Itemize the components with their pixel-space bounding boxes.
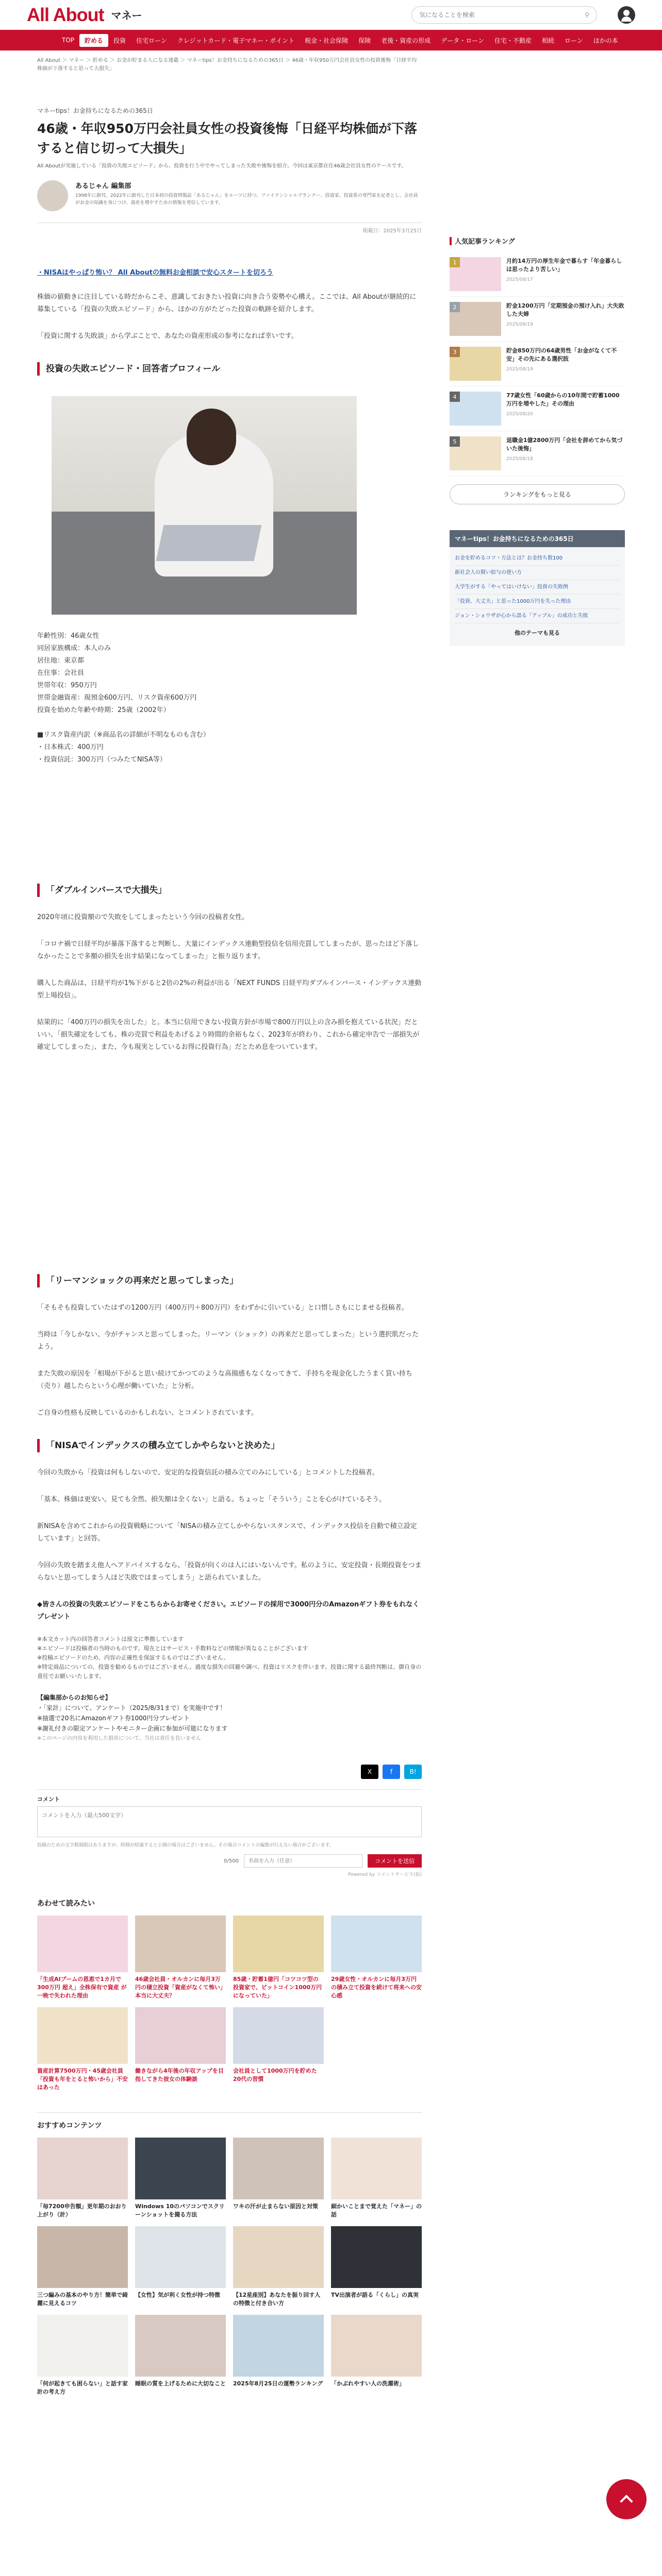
nav-item-11[interactable]: ローン — [565, 37, 583, 44]
recommend-title: 「毎7200申告額」更年期のおおり上がり（計） — [37, 2203, 127, 2218]
recommend-card[interactable] — [331, 2315, 422, 2396]
recommend-card[interactable] — [135, 2315, 226, 2396]
ranking-title: 貯金1200万円「定期預金の預け入れ」大失敗した夫婦 — [506, 302, 624, 317]
related-card[interactable] — [37, 1916, 128, 2000]
section-paragraph: 新NISAを含めてこれからの投資戦略について「NISAの積み立てしかやらないスタンスで、インデックス投信を自動で積立設定しています」と回答。 — [37, 1522, 417, 1543]
related-thumbnail — [135, 1916, 226, 1972]
avatar — [37, 180, 68, 211]
note-line: ※本文カット内の回答者コメントは原文に準拠しています — [37, 1636, 184, 1642]
recommend-thumbnail — [331, 2315, 422, 2377]
series-item[interactable]: 新社会人の賢い給与の使い方 — [455, 566, 620, 580]
section-body — [37, 911, 422, 1054]
category-nav — [0, 30, 662, 50]
section-heading-lehman: 「リーマンショックの再来だと思ってしまった」 — [37, 1274, 422, 1287]
related-thumbnail — [37, 2007, 128, 2064]
nav-item-1[interactable]: 貯める — [79, 34, 108, 47]
series-item[interactable]: 「投資、大丈夫」と思った1000万円を失った理由 — [455, 595, 620, 609]
recommend-title: Windows 10のパソコンでスクリーンショットを撮る方法 — [135, 2203, 225, 2218]
related-card[interactable] — [331, 1916, 422, 2000]
recruit-footer: ※このページの内容を利用した損害について、当社は責任を負いません — [37, 1736, 201, 1741]
recommend-card[interactable] — [37, 2138, 128, 2219]
profile-line — [37, 717, 422, 729]
recommend-card[interactable] — [233, 2226, 324, 2308]
recommend-title: 睡眠の質を上げるために大切なこと — [135, 2380, 226, 2387]
related-card[interactable] — [233, 1916, 324, 2000]
profile-line: 同居家族構成：本人のみ — [37, 645, 111, 652]
related-grid — [37, 1916, 422, 2092]
related-title: 会社員として1000万円を貯めた20代の習慣 — [233, 2067, 317, 2082]
profile-line: 居住地：東京都 — [37, 657, 85, 665]
intro-paragraph: 「投資に関する失敗談」から学ぶことで、あなたの資産形成の参考になれば幸いです。 — [37, 332, 298, 340]
article-photo — [52, 396, 357, 615]
ranking-item[interactable] — [450, 431, 625, 476]
facebook-icon: f — [390, 1768, 393, 1775]
comment-note: 投稿のための文字数制限はありますが、時間が経過すると公開の場合はございません。その場合コメントの編集が行えない場合がございます。 — [37, 1843, 334, 1848]
section-paragraph: 今回の失敗から「投資は何もしないので、安定的な投資信託の積み立てのみにしている」とコメントした投稿者。 — [37, 1469, 379, 1477]
profile-line: 年齢性別：46歳女性 — [37, 632, 100, 640]
recommend-card[interactable] — [331, 2138, 422, 2219]
nav-item-8[interactable]: データ・ローン — [441, 37, 484, 44]
photo-laptop — [156, 525, 262, 561]
recruit-heading: 【編集部からのお知らせ】 — [37, 1694, 111, 1701]
ranking-title: 退職金1億2800万円「会社を辞めてから気づいた後悔」 — [506, 437, 623, 452]
ranking-list — [450, 252, 625, 476]
related-heading: あわせて読みたい — [37, 1900, 95, 1908]
recommend-thumbnail — [37, 2138, 128, 2199]
ranking-date: 2025/08/17 — [506, 277, 533, 282]
chevron-up-icon — [620, 2495, 633, 2507]
related-title: 働きながら4年後の年収アップを目指してきた彼女の体験談 — [135, 2067, 224, 2082]
section-paragraph: 「コロナ禍で日経平均が暴落下落すると判断し、大量にインデックス連動型投信を信用売買してしまったが、思ったほど下落しなかったことで多額の損失を出す結果になってしまった」と振り返ります。 — [37, 940, 419, 960]
recommend-title: ワキの汗が止まらない原因と対策 — [233, 2203, 318, 2210]
nav-item-6[interactable]: 保険 — [358, 37, 371, 44]
section-body — [37, 1467, 422, 1584]
profile-line: ・日本株式：400万円 — [37, 743, 104, 751]
nav-item-3[interactable]: 住宅ローン — [136, 37, 167, 44]
campaign-text: ◆皆さんの投資の失敗エピソードをこちらからお寄せください。エピソードの採用で3000円分のAmazonギフト券をもれなくプレゼント — [37, 1601, 420, 1621]
recommend-title: 【女性】気が利く女性が持つ特徴 — [135, 2292, 220, 2298]
ranking-rank: 1 — [450, 257, 460, 267]
nav-item-12[interactable]: ほかの本 — [593, 37, 618, 44]
photo-head — [187, 409, 236, 465]
author-name[interactable]: あるじゃん 編集部 — [75, 182, 131, 190]
recommend-card[interactable] — [135, 2138, 226, 2219]
ranking-text — [506, 392, 625, 426]
profile-line: ■リスク資産内訳（※商品名の詳細が不明なものも含む） — [37, 731, 210, 739]
recommend-thumbnail — [331, 2138, 422, 2199]
ranking-item[interactable] — [450, 342, 625, 386]
section-paragraph: 当時は「今しかない、今がチャンスと思ってしまった。リーマン（ショック）の再来だと思ってしまった」という選択肌だったよう。 — [37, 1331, 419, 1351]
ranking-rank: 3 — [450, 347, 460, 357]
related-thumbnail — [233, 1916, 324, 1972]
note-line: ※エピソードは投稿者の当時のものです。現在とはサービス・手数料などの情報が異なることがございます — [37, 1645, 308, 1652]
series-list — [450, 547, 625, 646]
recommend-title: 三つ編みの基本のやり方！簡単で綺麗に見えるコツ — [37, 2292, 128, 2307]
section-paragraph: 2020年頃に投資額ので失敗をしてしまったという今回の投稿者女性。 — [37, 913, 249, 921]
article — [37, 57, 422, 2396]
series-label[interactable]: マネーtips！お金持ちになるための365日 — [37, 107, 153, 114]
ranking-date: 2025/08/19 — [506, 367, 533, 372]
section-heading-double-inverse: 「ダブルインバースで大損失」 — [37, 884, 422, 897]
related-card[interactable] — [233, 2007, 324, 2092]
ranking-text — [506, 347, 625, 381]
recommend-thumbnail — [331, 2226, 422, 2288]
author-box — [37, 180, 422, 223]
ranking-icon — [450, 237, 452, 245]
x-icon: X — [367, 1768, 372, 1775]
recruit-line: ※謝礼付きの限定アンケートやモニター企画に参加が可能になります — [37, 1725, 228, 1732]
section-paragraph: また失敗の原因を「相場が下がると思い続けてかつてのような高揚感もなくなってきて、手持ちを現金化したうまく買い持ち（売り）越したらという心理が働いていた」と分析。 — [37, 1370, 412, 1390]
section-paragraph: 購入した商品は、日経平均が1%下がると2倍の2%の利益が出る「NEXT FUNDS 日経平均ダブルインバース・インデックス連動型上場投信」。 — [37, 979, 422, 999]
search-input[interactable] — [419, 11, 585, 19]
series-more-button[interactable]: 他のテーマも見る — [515, 630, 560, 636]
section-heading-profile: 投資の失敗エピソード・回答者プロフィール — [37, 362, 422, 376]
ranking-rank: 2 — [450, 302, 460, 312]
ranking-item[interactable] — [450, 297, 625, 342]
recommend-title: 【12星座別】あなたを振り回す人の特徴と付き合い方 — [233, 2292, 321, 2307]
ranking-rank: 4 — [450, 392, 460, 402]
section-paragraph: 今回の失敗を踏まえ他人へアドバイスするなら、「投資が向くのは人にはいないんです。私のように、安定投資・長期投資をつまらないと思ってしまう人ほど失敗ではまってしまう」と語られていました。 — [37, 1562, 422, 1582]
ranking-title: 77歳女性「60歳からの10年間で貯蓄1000万円を増やした」その理由 — [506, 392, 620, 407]
site-section-name[interactable]: マネー — [111, 9, 142, 22]
recommend-thumbnail — [135, 2315, 226, 2377]
recommend-thumbnail — [233, 2315, 324, 2377]
recruit-line: ※抽選で20名にAmazonギフト券1000円分プレゼント — [37, 1715, 190, 1722]
scroll-top-button[interactable] — [606, 2479, 647, 2519]
ranking-date: 2025/08/19 — [506, 322, 533, 327]
recommend-card[interactable] — [331, 2226, 422, 2308]
profile-line: ・投資信託：300万円（つみたてNISA等） — [37, 756, 167, 764]
related-title: 「生成AIブームの恩恵で1カ月で300万円 超え」全株保有で資産 が一晩で失われた理由 — [37, 1976, 127, 1999]
recommend-card[interactable] — [37, 2315, 128, 2396]
recommend-thumbnail — [233, 2138, 324, 2199]
nav-item-5[interactable]: 税金・社会保険 — [305, 37, 349, 44]
comment-submit-button[interactable]: コメントを送信 — [368, 1854, 422, 1868]
recommend-thumbnail — [135, 2226, 226, 2288]
recommend-thumbnail — [233, 2226, 324, 2288]
section-paragraph: 結果的に「400万円の損失を出した」と。本当に信用できない投資方針が市場で800万円以上の含み損を抱えている状況」だといい、「損失確定をしても、株の売買で利益をあげるより時間的余裕もなく、2023年が終わり、これから確定申告で一部損失が確定してしまった」、また、今も現実としているお得に投資行為」だとため息をついています。 — [37, 1019, 420, 1051]
ranking-item[interactable] — [450, 386, 625, 431]
nav-item-2[interactable]: 投資 — [113, 37, 126, 44]
ranking-text — [506, 436, 625, 470]
user-icon[interactable] — [618, 6, 635, 24]
comment-name-input[interactable] — [244, 1854, 362, 1868]
nav-item-9[interactable]: 住宅・不動産 — [494, 37, 532, 44]
publish-date: 掲載日：2025年3月25日 — [362, 228, 422, 234]
ranking-title: 貯金850万円の64歳男性「お金がなくて不安」その先にある選択肢 — [506, 347, 617, 362]
share-x-button[interactable] — [361, 1765, 378, 1779]
related-card[interactable] — [135, 1916, 226, 2000]
related-title: 85歳・貯蓄1億円「コツコツ型の投資家で、ビットコイン1000万円になっていた」 — [233, 1976, 322, 1999]
series-item[interactable]: 大学生がする「やってはいけない」投資の失敗例 — [455, 580, 620, 595]
ranking-date: 2025/08/18 — [506, 456, 533, 462]
site-header — [0, 0, 662, 30]
related-thumbnail — [331, 1916, 422, 1972]
note-line: ※投稿エピソードのため、内容の正確性を保証するものではございません。 — [37, 1654, 229, 1661]
recommend-title: 「何が起きても困らない」と話す家計の考え方 — [37, 2380, 128, 2395]
section-heading-nisa: 「NISAでインデックスの積み立てしかやらないと決めた」 — [37, 1439, 422, 1452]
search-box[interactable] — [411, 6, 597, 24]
recommend-thumbnail — [135, 2138, 226, 2199]
sidebar — [450, 236, 625, 646]
comment-textarea[interactable] — [37, 1806, 422, 1837]
series-item[interactable]: ジョン・ショウザが心から語る「アップル」の成功と失敗 — [455, 609, 620, 623]
series-item[interactable]: お金を貯めるコツ・方法とは？お金持ち数100 — [455, 551, 620, 566]
search-icon[interactable]: ⚲ — [585, 11, 589, 19]
recommend-card[interactable] — [37, 2226, 128, 2308]
share-hatena-button[interactable] — [404, 1765, 422, 1779]
recommend-title: 「かぶれやすい人の洗濯術」 — [331, 2380, 405, 2387]
related-title: 資産計算7500万円・45歳会社員「投資も年をとると怖いから」不安はあった — [37, 2067, 128, 2091]
related-thumbnail — [135, 2007, 226, 2064]
page-title: 46歳・年収950万円会社員女性の投資後悔「日経平均株価が下落すると信じ切って大損失」 — [37, 121, 417, 156]
section-paragraph: ご自身の性格も反映しているのかもしれない、とコメントされています。 — [37, 1409, 258, 1417]
nav-item-7[interactable]: 老後・資産の形成 — [381, 37, 431, 44]
section-paragraph: 「基本、株価は更安い。見ても全然、損失額は全くない」と語る。ちょっと「そういう」ことを心がけているそう。 — [37, 1496, 386, 1503]
recommend-title: 細かいことまで覚えた「マネー」の話 — [331, 2203, 422, 2218]
ranking-text — [506, 302, 625, 336]
notes-list — [37, 1635, 422, 1681]
ranking-item[interactable] — [450, 252, 625, 297]
related-title: 29歳女性・オルカンに毎月3万円の積み立て投資を続けて将来への安心感 — [331, 1976, 422, 1999]
related-thumbnail — [233, 2007, 324, 2064]
recommend-thumbnail — [37, 2226, 128, 2288]
author-bio: 1998年に創刊。2022年に創刊した日本初の投資情報誌「あるじゃん」をルーツに持つ。ファイナンシャルプランナー、投資家、投資系の専門家を記者とし、会社員がお金の知識を身につけ、資産を増やすための情報を発信しています。 — [75, 193, 418, 206]
profile-line: 世帯金融資産：現預金600万円、リスク資産600万円 — [37, 694, 197, 702]
recommend-title: TV出演者が語る「くらし」の真実 — [331, 2292, 419, 2298]
profile-line: 投資を始めた年齢や時期：25歳（2002年） — [37, 706, 170, 714]
site-logo[interactable]: All About — [27, 4, 104, 25]
comment-label: コメント — [37, 1796, 60, 1803]
profile-list — [37, 630, 422, 766]
recommend-thumbnail — [37, 2315, 128, 2377]
hatena-icon: B! — [409, 1768, 417, 1775]
nav-item-10[interactable]: 相続 — [541, 37, 554, 44]
ranking-more-button[interactable]: ランキングをもっと見る — [450, 484, 625, 504]
profile-line: 世帯年収：950万円 — [37, 682, 97, 689]
recommend-card[interactable] — [233, 2315, 324, 2396]
ranking-title: 月約14万円の厚生年金で暮らす「年金暮らしは思ったより苦しい」 — [506, 258, 622, 273]
section-body — [37, 1302, 422, 1419]
comment-footer: Powered by コメントサービス(仮) — [347, 1872, 422, 1877]
related-thumbnail — [37, 1916, 128, 1972]
nav-item-4[interactable]: クレジットカード・電子マネー・ポイント — [177, 37, 295, 44]
ranking-date: 2025/08/20 — [506, 412, 533, 417]
article-lead: All Aboutが実施している「投資の失敗エピソード」から、投資を行う中でやってしまった失敗や後悔を紹介。今回は東京都在住46歳会社員女性のケースです。 — [37, 163, 407, 169]
profile-line: 在住事：会社員 — [37, 669, 85, 677]
share-facebook-button[interactable] — [383, 1765, 400, 1779]
section-paragraph: 「そもそも投資していたはずの1200万円（400万円＋800万円）をわずかに引いている」と口惜しさもにじませる投稿者。 — [37, 1304, 408, 1312]
intro-paragraph: 株価の値動きに注目している時だからこそ、意識しておきたい投資に向き合う姿勢や心構え。ここでは、All Aboutが継続的に募集している「投資の失敗エピソード」から、ほかの方がたどった投資の軌跡を紹介します。 — [37, 293, 417, 313]
ranking-rank: 5 — [450, 436, 460, 447]
related-card[interactable] — [37, 2007, 128, 2092]
recommend-title: 2025年8月25日の運勢ランキング — [233, 2380, 323, 2387]
nav-item-0[interactable]: TOP — [62, 37, 75, 44]
ranking-text — [506, 257, 625, 291]
related-title: 46歳会社員・オルカンに毎月3万円の積立投資「資産がなくて怖い」本当に大丈夫？ — [135, 1976, 226, 1999]
note-line: ※特定商品についての、投資を勧めるものではございません。過度な損失の回避や調べ、投資はリスクを伴います。投資に関する最終判断は、御自身の責任でお願いいたします。 — [37, 1664, 422, 1680]
recommend-grid — [37, 2138, 422, 2396]
recommend-card[interactable] — [233, 2138, 324, 2219]
nisa-consult-link[interactable]: ・NISAはやっぱり怖い？ All Aboutの無料お金相談で安心スタートを切ろう — [37, 269, 273, 277]
related-card[interactable] — [135, 2007, 226, 2092]
breadcrumb: All About ＞ マネー ＞ 貯める ＞ お金が貯まる人になる連載 ＞ マネーtips！お金持ちになるための365日 ＞ 46歳・年収950万円会社員女性の投資後悔「日経平均株価が下落すると思って大損失」 — [37, 58, 417, 72]
series-heading: マネーtips！お金持ちになるための365日 — [450, 530, 625, 547]
recommend-card[interactable] — [135, 2226, 226, 2308]
ranking-heading: 人気記事ランキング — [455, 238, 515, 246]
recruit-list — [37, 1703, 422, 1734]
recruit-line[interactable]: ・「家計」について、アンケート（2025/8/31まで）を実施中です！ — [37, 1704, 226, 1711]
share-buttons — [37, 1765, 422, 1779]
comment-count: 0/500 — [224, 1858, 239, 1864]
recommend-heading: おすすめコンテンツ — [37, 2112, 422, 2130]
